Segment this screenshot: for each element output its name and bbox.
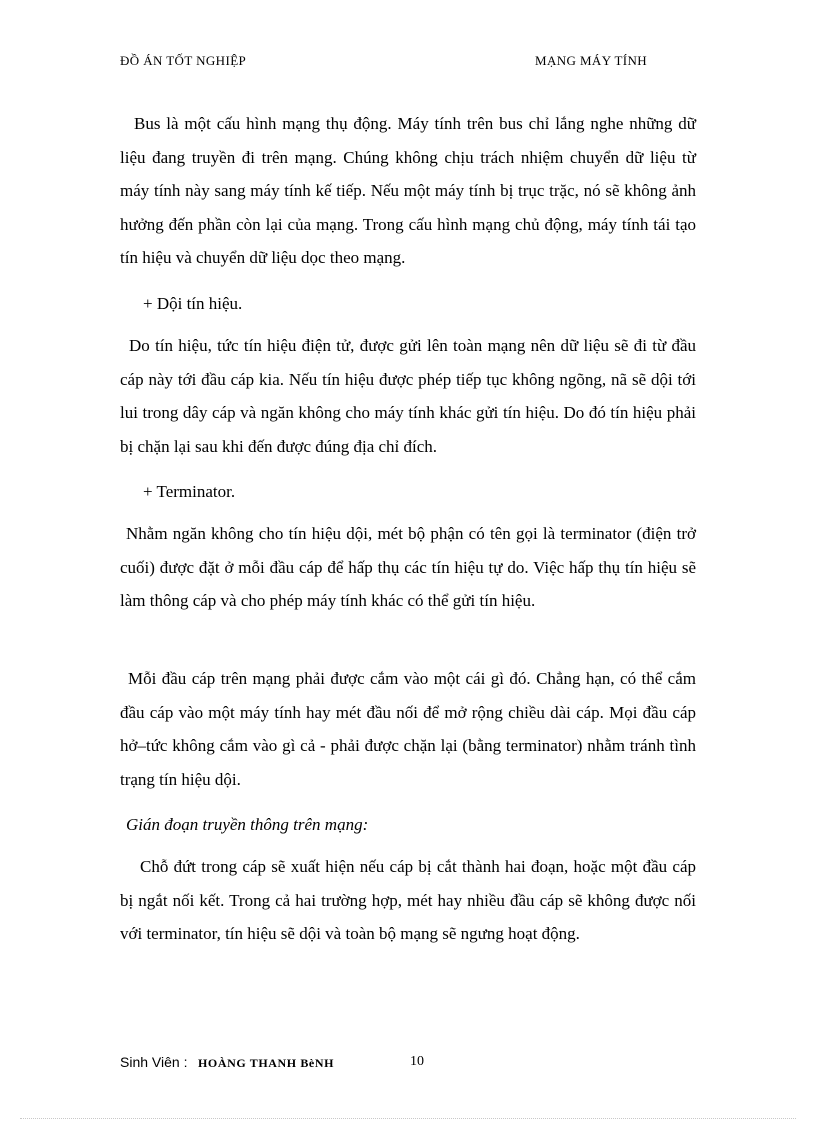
subheading-terminator: + Terminator. xyxy=(143,482,236,501)
paragraph-cable-ends: Mỗi đầu cáp trên mạng phải được cắm vào một cái gì đó. Chẳng hạn, có thể cắm đầu cáp vào một máy tính hay mét đầu nối để mở rộng chiều dài cáp. Mọi đầu cáp hở–tức không cắm vào gì cả - phải được chặn lại (bằng terminator) nhằm tránh tình trạng tín hiệu dội. xyxy=(120,669,696,789)
footer-student-name: HOÀNG THANH BèNH xyxy=(198,1056,335,1070)
footer-student-label: Sinh Viên : xyxy=(120,1054,188,1070)
page-number: 10 xyxy=(410,1054,424,1069)
subheading-network-interruption: Gián đoạn truyền thông trên mạng: xyxy=(126,815,369,834)
page-bottom-divider xyxy=(20,1118,796,1119)
paragraph-cable-break: Chỗ đứt trong cáp sẽ xuất hiện nếu cáp bị cắt thành hai đoạn, hoặc một đầu cáp bị ngắt nối kết. Trong cả hai trường hợp, mét hay nhiều đầu cáp sẽ không được nối với terminator, tín hiệu sẽ dội và toàn bộ mạng sẽ ngưng hoạt động. xyxy=(120,857,696,944)
paragraph-bus: Bus là một cấu hình mạng thụ động. Máy tính trên bus chỉ lắng nghe những dữ liệu đang truyền đi trên mạng. Chúng không chịu trách nhiệm chuyển dữ liệu từ máy tính này sang máy tính kế tiếp. Nếu một máy tính bị trục trặc, nó sẽ không ảnh hưởng đến phần còn lại của mạng. Trong cấu hình mạng chủ động, máy tính tái tạo tín hiệu và chuyển dữ liệu dọc theo mạng. xyxy=(120,114,696,268)
paragraph-signal-bounce: Do tín hiệu, tức tín hiệu điện tử, được gửi lên toàn mạng nên dữ liệu sẽ đi từ đầu cáp này tới đầu cáp kia. Nếu tín hiệu được phép tiếp tục không ngõng, nã sẽ dội tới lui trong dây cáp và ngăn không cho máy tính khác gửi tín hiệu. Do đó tín hiệu phải bị chặn lại sau khi đến được đúng địa chỉ đích. xyxy=(120,336,696,456)
header-left: ĐỒ ÁN TỐT NGHIỆP xyxy=(120,53,247,68)
paragraph-terminator: Nhằm ngăn không cho tín hiệu dội, mét bộ phận có tên gọi là terminator (điện trở cuối) được đặt ở mỗi đầu cáp để hấp thụ các tín hiệu tự do. Việc hấp thụ tín hiệu sẽ làm thông cáp và cho phép máy tính khác có thể gửi tín hiệu. xyxy=(120,524,696,611)
header-right: MẠNG MÁY TÍNH xyxy=(535,53,648,68)
subheading-signal-bounce: + Dội tín hiệu. xyxy=(143,294,243,313)
